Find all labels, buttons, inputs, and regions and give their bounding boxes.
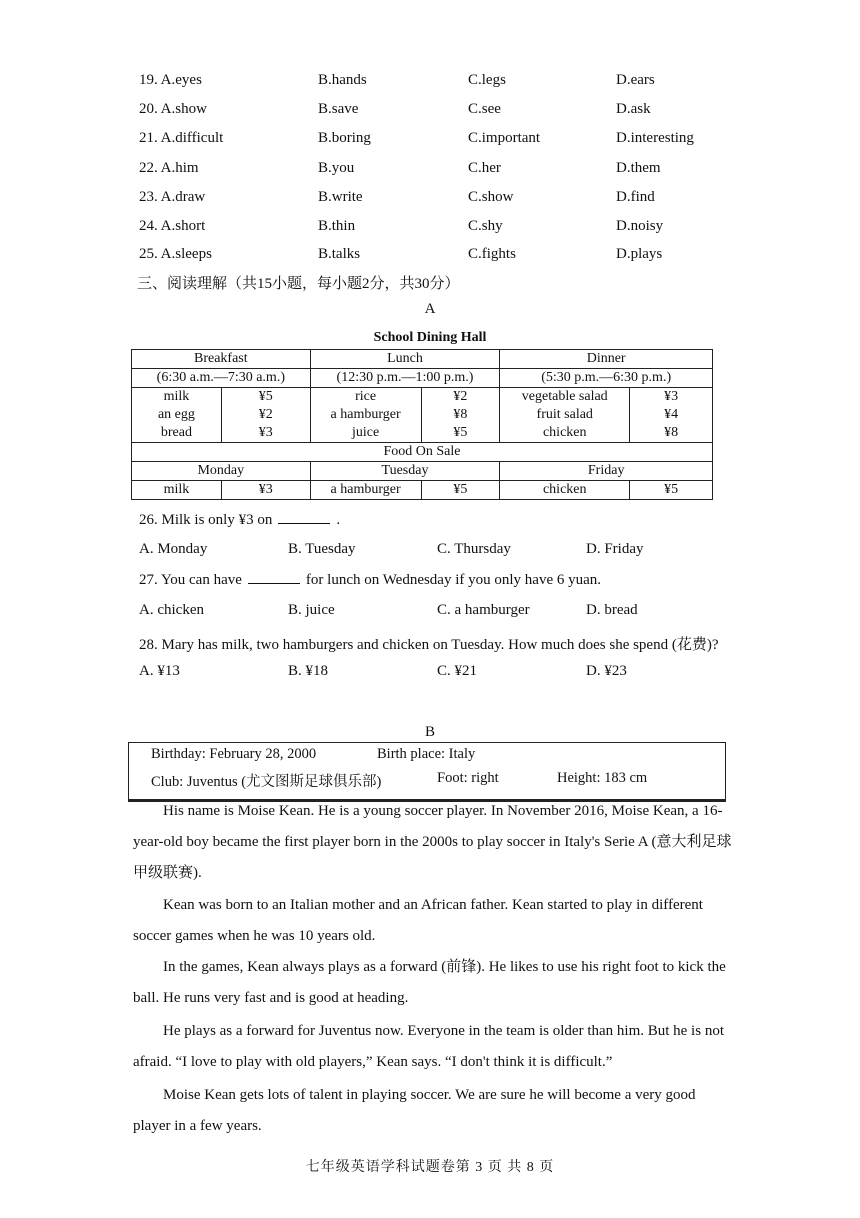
paragraph: Kean was born to an Italian mother and an African father. Kean started to play in different soccer games when he was 10 years old. [133, 897, 703, 944]
sale-item: milk [132, 481, 222, 500]
option-c[interactable]: C. Thursday [437, 541, 511, 557]
menu-price: ¥3 [630, 388, 713, 407]
cloze-option-row [0, 246, 860, 270]
option-b[interactable]: B. ¥18 [288, 663, 329, 679]
option-c[interactable]: C.shy [468, 218, 503, 234]
option-d[interactable]: D.find [616, 189, 655, 205]
option-d[interactable]: D. Friday [586, 541, 644, 557]
question-28 [139, 633, 719, 654]
question-26 [139, 511, 340, 529]
menu-price: ¥8 [630, 424, 713, 443]
sale-item: a hamburger [310, 481, 421, 500]
option-b[interactable]: B.talks [318, 246, 361, 262]
page-footer: 七年级英语学科试题卷第 3 页 共 8 页 [305, 1160, 555, 1175]
option-a[interactable]: 22. A.him [139, 160, 199, 176]
option-c[interactable]: C.legs [468, 72, 506, 88]
option-a[interactable]: 19. A.eyes [139, 72, 202, 88]
paragraph: Moise Kean gets lots of talent in playing soccer. We are sure he will become a very good player in a few years. [133, 1087, 696, 1134]
question-stem: 27. You can have [139, 572, 242, 588]
menu-item: an egg [132, 406, 222, 424]
player-info-card [128, 742, 726, 802]
option-d[interactable]: D. ¥23 [586, 663, 627, 679]
menu-price: ¥2 [221, 406, 310, 424]
option-b[interactable]: B.write [318, 189, 363, 205]
dining-menu-table [131, 349, 713, 500]
option-c[interactable]: C.her [468, 160, 501, 176]
paragraph: In the games, Kean always plays as a forward (前锋). He likes to use his right foot to kick the ball. He runs very fast and is good at heading. [133, 959, 726, 1006]
sale-day: Monday [132, 462, 311, 481]
option-b[interactable]: B.hands [318, 72, 367, 88]
option-d[interactable]: D.noisy [616, 218, 664, 234]
birthday-field: Birthday: February 28, 2000 [151, 746, 317, 762]
menu-item: bread [132, 424, 222, 443]
menu-row [132, 424, 713, 443]
cloze-option-row [0, 189, 860, 213]
option-b[interactable]: B.you [318, 160, 355, 176]
passage-b-letter: B [424, 724, 435, 740]
menu-item: milk [132, 388, 222, 407]
question-stem: 28. Mary has milk, two hamburgers and chicken on Tuesday. How much does she spend (花费)? [139, 637, 719, 653]
answer-blank[interactable] [278, 511, 330, 524]
menu-item: vegetable salad [500, 388, 630, 407]
question-stem: 26. Milk is only ¥3 on [139, 512, 273, 528]
question-tail: . [336, 512, 341, 528]
question-27 [139, 571, 601, 589]
option-c[interactable]: C.important [468, 130, 541, 146]
option-b[interactable]: B.save [318, 101, 359, 117]
section-title: 三、阅读理解（共15小题，每小题2分，共30分） [137, 276, 460, 292]
meal-name: Dinner [500, 350, 713, 369]
passage-a-letter: A [424, 301, 436, 317]
menu-item: a hamburger [310, 406, 421, 424]
option-a[interactable]: 23. A.draw [139, 189, 206, 205]
option-b[interactable]: B.thin [318, 218, 356, 234]
dining-hall-title: School Dining Hall [373, 330, 487, 345]
birthplace-field: Birth place: Italy [377, 746, 476, 762]
sale-row [132, 481, 713, 500]
option-a[interactable]: A. ¥13 [139, 663, 180, 679]
foot-field: Foot: right [437, 770, 499, 786]
option-c[interactable]: C.show [468, 189, 514, 205]
sale-price: ¥5 [630, 481, 713, 500]
paragraph: His name is Moise Kean. He is a young soccer player. In November 2016, Moise Kean, a 16-year-old boy became the first player born in the 2000s to play soccer in Italy's Serie A (意大利足球甲级联赛). [133, 803, 732, 881]
menu-item: rice [310, 388, 421, 407]
cloze-option-row [0, 72, 860, 96]
menu-price: ¥5 [221, 388, 310, 407]
menu-row [132, 388, 713, 407]
meal-name: Lunch [310, 350, 500, 369]
option-d[interactable]: D. bread [586, 602, 638, 618]
sale-day: Friday [500, 462, 713, 481]
option-a[interactable]: 24. A.short [139, 218, 206, 234]
menu-price: ¥8 [421, 406, 500, 424]
meal-time: (5:30 p.m.—6:30 p.m.) [500, 369, 713, 388]
menu-price: ¥2 [421, 388, 500, 407]
option-a[interactable]: A. Monday [139, 541, 208, 557]
option-c[interactable]: C.fights [468, 246, 516, 262]
menu-price: ¥3 [221, 424, 310, 443]
option-b[interactable]: B. juice [288, 602, 335, 618]
menu-item: fruit salad [500, 406, 630, 424]
meal-time: (12:30 p.m.—1:00 p.m.) [310, 369, 500, 388]
question-tail: for lunch on Wednesday if you only have 6 yuan. [305, 572, 602, 588]
cloze-option-row [0, 130, 860, 154]
option-d[interactable]: D.ears [616, 72, 655, 88]
sale-day: Tuesday [310, 462, 500, 481]
club-field: Club: Juventus (尤文图斯足球俱乐部) [151, 774, 382, 790]
answer-blank[interactable] [248, 571, 300, 584]
menu-item: chicken [500, 424, 630, 443]
option-c[interactable]: C. a hamburger [437, 602, 530, 618]
paragraph: He plays as a forward for Juventus now. Everyone in the team is older than him. But he is not afraid. “I love to play with old players,” Kean says. “I don't think it is difficult.” [133, 1023, 724, 1070]
option-b[interactable]: B. Tuesday [288, 541, 356, 557]
menu-price: ¥5 [421, 424, 500, 443]
menu-price: ¥4 [630, 406, 713, 424]
cloze-option-row [0, 218, 860, 242]
option-a[interactable]: 20. A.show [139, 101, 207, 117]
option-a[interactable]: 25. A.sleeps [139, 246, 212, 262]
option-d[interactable]: D.plays [616, 246, 663, 262]
height-field: Height: 183 cm [557, 770, 648, 786]
food-on-sale-heading: Food On Sale [132, 443, 713, 462]
option-d[interactable]: D.interesting [616, 130, 694, 146]
option-c[interactable]: C.see [468, 101, 501, 117]
option-c[interactable]: C. ¥21 [437, 663, 478, 679]
meal-name: Breakfast [132, 350, 311, 369]
cloze-option-row [0, 160, 860, 184]
option-d[interactable]: D.them [616, 160, 661, 176]
sale-item: chicken [500, 481, 630, 500]
menu-row [132, 406, 713, 424]
sale-price: ¥5 [421, 481, 500, 500]
sale-price: ¥3 [221, 481, 310, 500]
cloze-option-row [0, 101, 860, 125]
option-b[interactable]: B.boring [318, 130, 371, 146]
menu-item: juice [310, 424, 421, 443]
option-a[interactable]: 21. A.difficult [139, 130, 224, 146]
option-d[interactable]: D.ask [616, 101, 651, 117]
option-a[interactable]: A. chicken [139, 602, 204, 618]
meal-time: (6:30 a.m.—7:30 a.m.) [132, 369, 311, 388]
